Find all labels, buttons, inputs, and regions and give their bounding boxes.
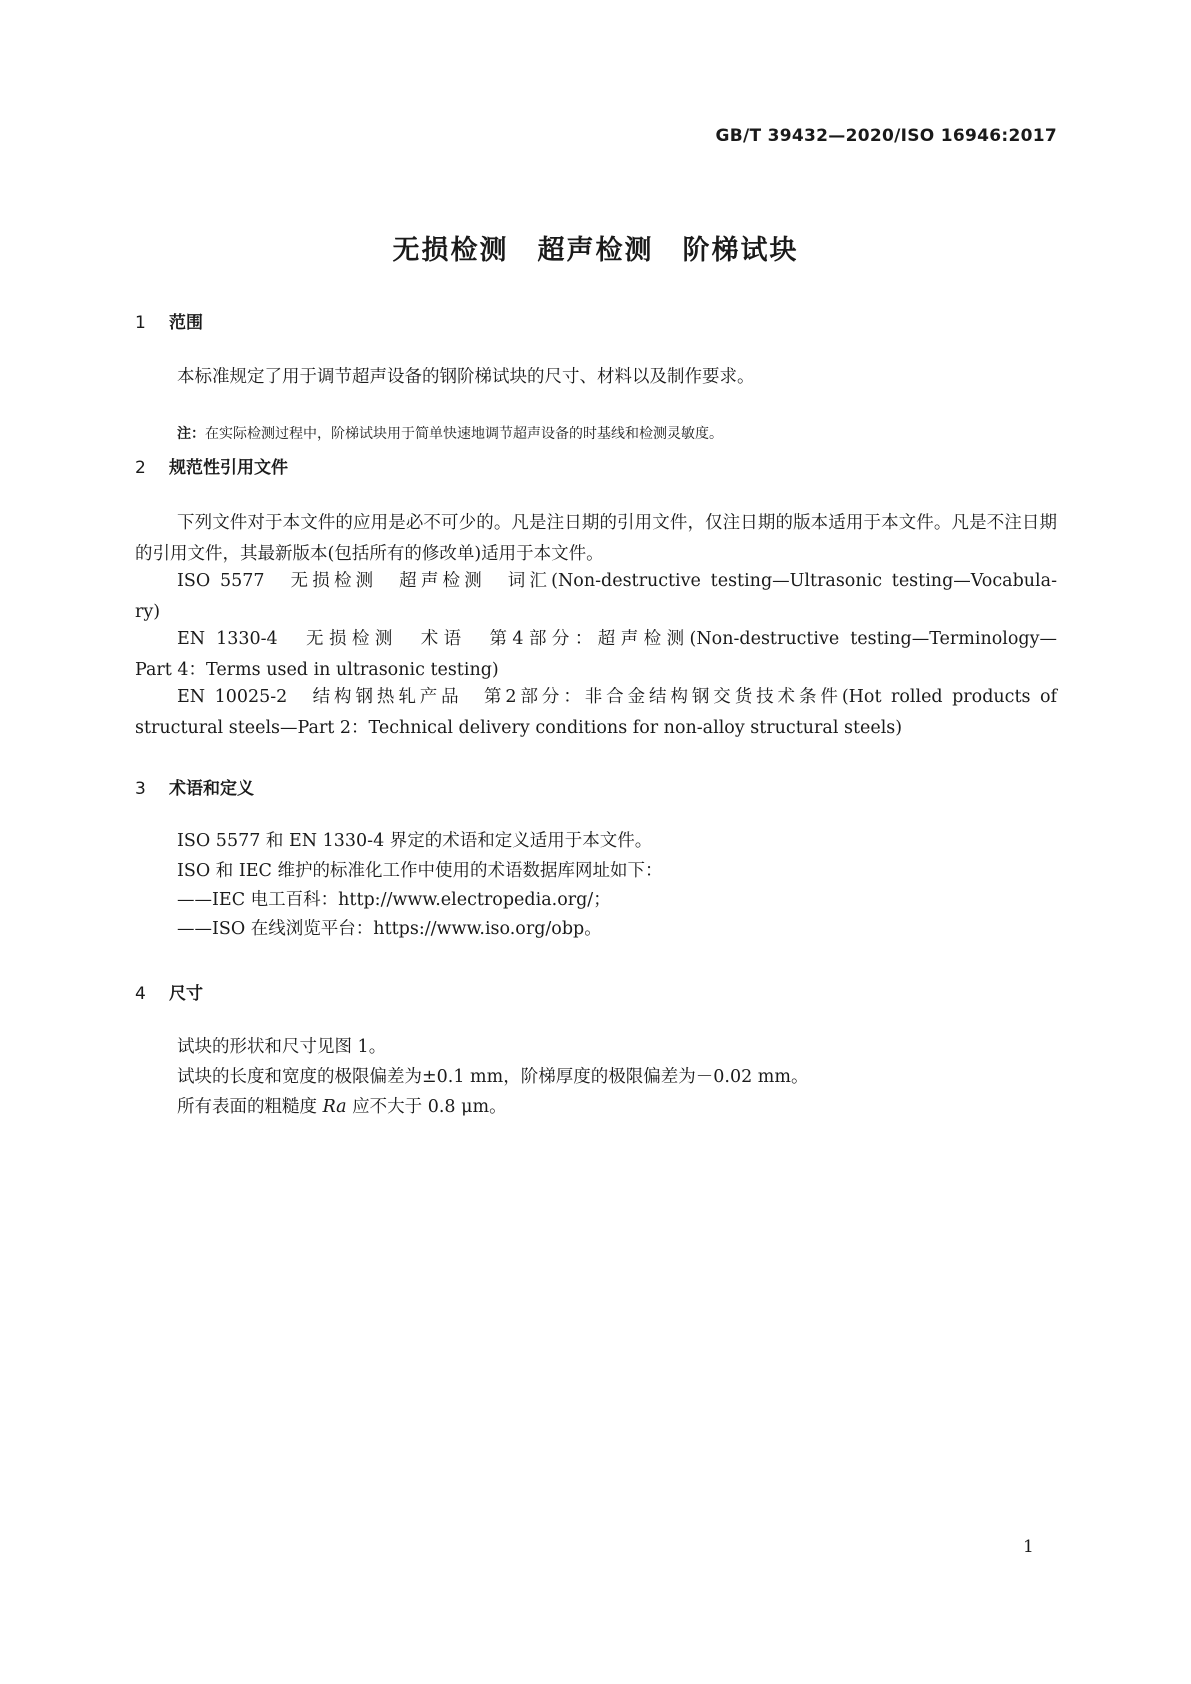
note-text: 在实际检测过程中，阶梯试块用于简单快速地调节超声设备的时基线和检测灵敏度。 — [205, 426, 723, 442]
reference-item — [135, 624, 1057, 686]
section-title: 尺寸 — [169, 984, 203, 1004]
scope-paragraph: 本标准规定了用于调节超声设备的钢阶梯试块的尺寸、材料以及制作要求。 — [177, 367, 755, 387]
section-number: 3 — [135, 779, 146, 799]
standard-number: GB/T 39432—2020/ISO 16946:2017 — [715, 126, 1057, 146]
reference-line: EN 10025-2 结构钢热轧产品 第2部分：非合金结构钢交货技术条件(Hot rolled products of — [177, 687, 1057, 707]
reference-item — [135, 682, 1057, 744]
note-label: 注： — [177, 426, 205, 442]
terms-line: ——IEC 电工百科：http://www.electropedia.org/； — [177, 890, 611, 910]
reference-line: ISO 5577 无损检测 超声检测 词汇(Non-destructive testing—Ultrasonic testing—Vocabula- — [177, 571, 1057, 591]
roughness-line — [177, 1092, 507, 1123]
section-heading-1 — [135, 308, 203, 333]
normative-references-paragraph: 下列文件对于本文件的应用是必不可少的。凡是注日期的引用文件，仅注日期的版本适用于本文件。凡是不注日期的引用文件，其最新版本(包括所有的修改单)适用于本文件。 — [135, 513, 1057, 564]
terms-line: ISO 和 IEC 维护的标准化工作中使用的术语数据库网址如下： — [177, 861, 663, 881]
scope-note — [177, 423, 723, 445]
terms-line: ——ISO 在线浏览平台：https://www.iso.org/obp。 — [177, 919, 602, 939]
section-number: 4 — [135, 984, 146, 1004]
section-heading-4 — [135, 979, 203, 1004]
terms-line: ISO 5577 和 EN 1330-4 界定的术语和定义适用于本文件。 — [177, 831, 653, 851]
reference-line-continued: ry) — [135, 602, 161, 622]
dimensions-line: 试块的长度和宽度的极限偏差为±0.1 mm，阶梯厚度的极限偏差为－0.02 mm。 — [177, 1067, 809, 1087]
reference-item — [135, 566, 1057, 628]
section-number: 2 — [135, 458, 146, 478]
roughness-text: 所有表面的粗糙度 — [177, 1097, 323, 1117]
reference-line-continued: structural steels—Part 2：Technical delivery conditions for non-alloy structural steels) — [135, 718, 903, 738]
page-number: 1 — [1023, 1537, 1034, 1557]
section-heading-2 — [135, 453, 288, 478]
dimensions-line: 试块的形状和尺寸见图 1。 — [177, 1037, 387, 1057]
reference-line: EN 1330-4 无损检测 术语 第4部分：超声检测(Non-destructive testing—Terminology— — [177, 629, 1057, 649]
document-title: 无损检测 超声检测 阶梯试块 — [392, 235, 799, 266]
section-number: 1 — [135, 313, 146, 333]
reference-line-continued: Part 4：Terms used in ultrasonic testing) — [135, 660, 499, 680]
roughness-text: 应不大于 0.8 μm。 — [346, 1097, 507, 1117]
section-title: 术语和定义 — [169, 779, 254, 799]
roughness-symbol: Ra — [322, 1097, 347, 1117]
section-title: 范围 — [169, 313, 203, 333]
section-title: 规范性引用文件 — [169, 458, 288, 478]
section-heading-3 — [135, 774, 254, 799]
